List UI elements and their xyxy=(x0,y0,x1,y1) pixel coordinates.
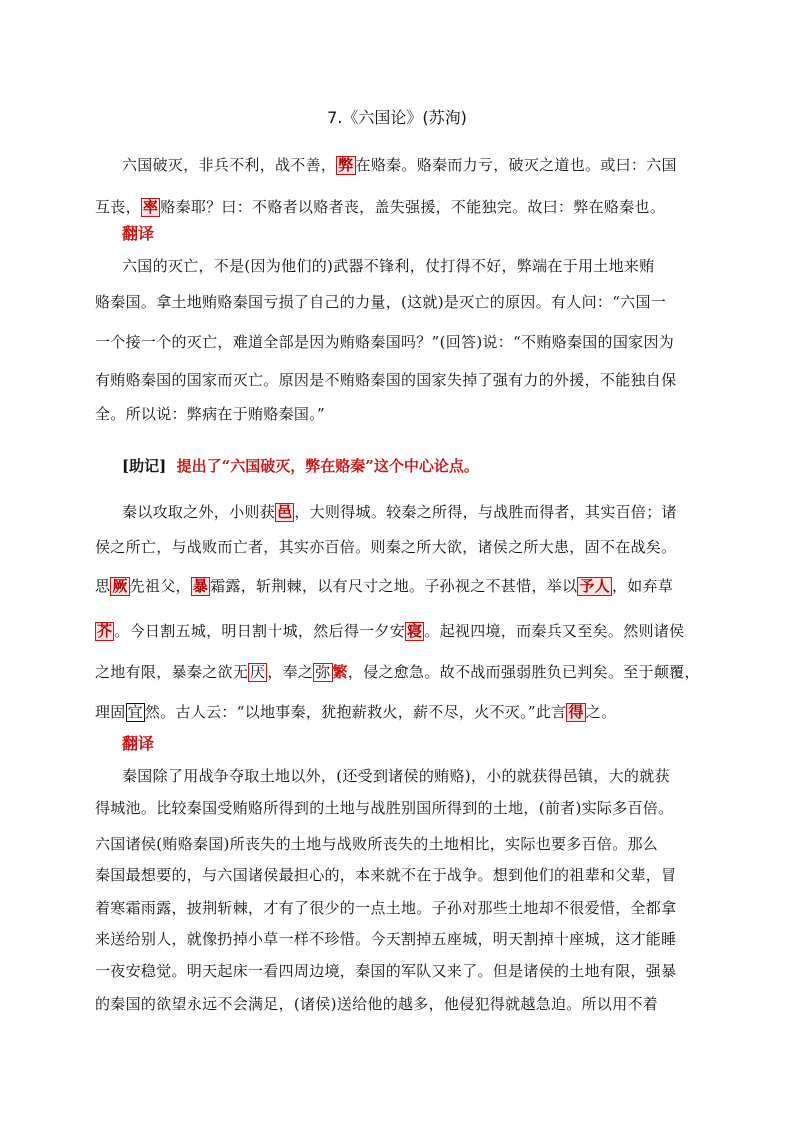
text-span: 秦以攻取之外，小则获 xyxy=(122,503,276,521)
text-span: ，如弃草 xyxy=(611,577,674,595)
text-span: 理固 xyxy=(95,703,126,721)
text-span: 六国破灭，非兵不利，战不善， xyxy=(122,156,337,174)
translation-line: 六国的灭亡，不是(因为他们的)武器不锋利，仗打得不好，弊端在于用土地来贿 xyxy=(122,257,655,275)
translation-line: 秦国除了用战争夺取土地以外，(还受到诸侯的贿赂)，小的就获得邑镇，大的就获 xyxy=(122,767,670,785)
text-span: 之地有限，暴秦之欲无 xyxy=(95,663,249,681)
text-line xyxy=(95,576,673,596)
key-word: 暴 xyxy=(192,577,209,595)
translation-line: 的秦国的欲望永远不会满足，(诸侯)送给他的越多，他侵犯得就越急迫。所以用不着 xyxy=(95,995,659,1013)
text-span: 先祖父， xyxy=(129,577,191,595)
key-word: 寝 xyxy=(407,622,423,640)
text-span: 互丧， xyxy=(95,198,141,216)
translation-line: 一个接一个的灭亡，难道全部是因为贿赂秦国吗？”(回答)说：“不贿赂秦国的国家因为 xyxy=(95,333,675,351)
translation-heading: 翻译 xyxy=(122,734,155,753)
key-word: 予人 xyxy=(579,577,610,595)
text-span: ，侵之愈急。故不战而强弱胜负已判矣。至于颠覆， xyxy=(347,663,700,681)
key-word: 芥 xyxy=(97,622,113,640)
translation-line: 秦国最想要的，与六国诸侯最担心的，本来就不在于战争。想到他们的祖辈和父辈，冒 xyxy=(95,866,677,884)
key-word: 厥 xyxy=(112,577,128,595)
text-line xyxy=(95,702,616,722)
text-line xyxy=(95,662,700,682)
translation-line: 得城池。比较秦国受贿赂所得到的土地与战胜别国所得到的土地，(前者)实际多百倍。 xyxy=(95,799,674,817)
text-span: ，奉之 xyxy=(267,663,314,681)
text-line xyxy=(122,155,677,175)
translation-line: 全。所以说：弊病在于贿赂秦国。” xyxy=(95,405,325,423)
key-word: 弊 xyxy=(338,156,354,174)
text-line xyxy=(122,502,677,522)
memo-note xyxy=(122,455,479,476)
translation-heading: 翻译 xyxy=(122,224,155,243)
text-span: 思 xyxy=(95,577,111,595)
key-word: 繁 xyxy=(332,663,348,681)
memo-text: 提出了“六国破灭，弊在赂秦”这个中心论点。 xyxy=(176,457,479,475)
text-line xyxy=(95,621,684,641)
text-span: 霜露，斩荆棘，以有尺寸之地。子孙视之不甚惜，举以 xyxy=(210,577,578,595)
page-title: 7.《六国论》(苏洵) xyxy=(327,108,467,127)
text-span: 然。古人云：“以地事秦，犹抱薪救火，薪不尽，火不灭。”此言 xyxy=(144,703,567,721)
key-word: 弥 xyxy=(315,663,331,681)
translation-line: 有贿赂秦国的国家而灭亡。原因是不贿赂秦国的国家失掉了强有力的外援，不能独自保 xyxy=(95,371,677,389)
memo-label: [助记] xyxy=(122,457,167,475)
text-line: 侯之所亡，与战败而亡者，其实亦百倍。则秦之所大欲，诸侯之所大患，固不在战矣。 xyxy=(95,538,677,556)
translation-line: 着寒霜雨露，披荆斩棘，才有了很少的一点土地。子孙对那些土地却不很爱惜，全都拿 xyxy=(95,899,677,917)
text-span: 之。 xyxy=(585,703,617,721)
key-word: 宜 xyxy=(127,703,143,721)
text-span: 在赂秦。赂秦而力亏，破灭之道也。或曰：六国 xyxy=(355,156,677,174)
text-span: 。今日割五城，明日割十城，然后得一夕安 xyxy=(114,622,406,640)
key-word: 得 xyxy=(568,703,584,721)
translation-line: 一夜安稳觉。明天起床一看四周边境，秦国的军队又来了。但是诸侯的土地有限，强暴 xyxy=(95,962,677,980)
key-word: 厌 xyxy=(250,663,266,681)
translation-line: 赂秦国。拿土地贿赂秦国亏损了自己的力量，(这就)是灭亡的原因。有人问：“六国一 xyxy=(95,293,667,311)
key-word: 邑 xyxy=(277,503,293,521)
text-span: ，大则得城。较秦之所得，与战胜而得者，其实百倍；诸 xyxy=(294,503,677,521)
translation-line: 来送给别人，就像扔掉小草一样不珍惜。今天割掉五座城，明天割掉十座城，这才能睡 xyxy=(95,930,677,948)
text-span: 。起视四境，而秦兵又至矣。然则诸侯 xyxy=(424,622,685,640)
key-word: 率 xyxy=(142,198,159,216)
text-span: 赂秦耶？曰：不赂者以赂者丧，盖失强援，不能独完。故曰：弊在赂秦也。 xyxy=(160,198,666,216)
translation-line: 六国诸侯(贿赂秦国)所丧失的土地与战败所丧失的土地相比，实际也要多百倍。那么 xyxy=(95,835,659,853)
text-line xyxy=(95,197,665,217)
